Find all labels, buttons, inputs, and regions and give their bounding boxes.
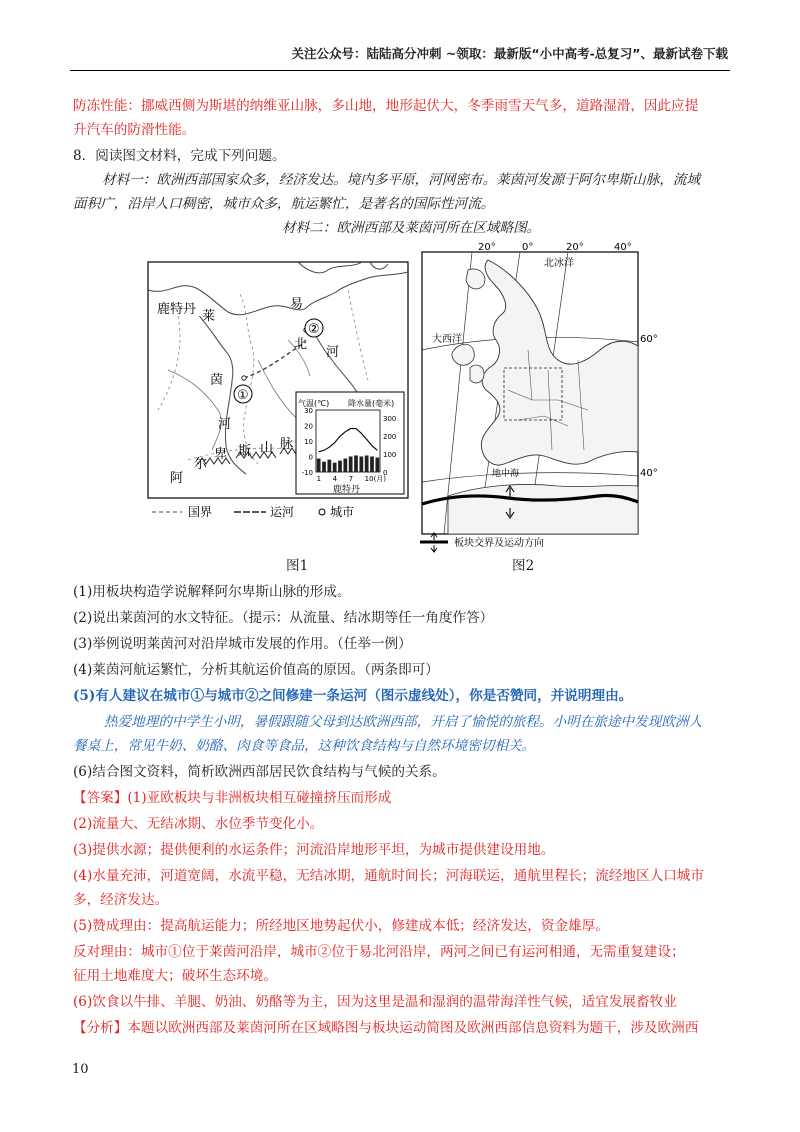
label-lon-20w: 20° — [478, 242, 496, 253]
precip-tick: 200 — [383, 433, 397, 441]
label-med: 地中海 — [492, 469, 520, 479]
analysis-text: 本题以欧洲西部及莱茵河所在区域略图与板块运动简图及欧洲西部信息资料为题干，涉及欧洲西 — [127, 1020, 699, 1036]
temp-tick: 20 — [304, 422, 313, 431]
material-1-cont: 面积广，沿岸人口稠密，城市众多，航运繁忙，是著名的国际性河流。 — [73, 196, 495, 212]
figure-2 — [422, 242, 658, 534]
temp-tick: 10 — [304, 438, 313, 446]
month-tick: 1 — [316, 475, 322, 483]
precip-bar — [354, 455, 358, 472]
label-a: 阿 — [170, 471, 184, 486]
material-1: 材料一：欧洲西部国家众多，经济发达。境内多平原，河网密布。莱茵河发源于阿尔卑斯山脉，流域 — [102, 172, 701, 188]
question-3: (3)举例说明莱茵河对沿岸城市发展的作用。（任举一例） — [73, 636, 412, 652]
answer-tag: 【答案】 — [73, 790, 128, 806]
label-arctic: 北冰洋 — [544, 258, 574, 269]
climate-city: 鹿特丹 — [333, 485, 361, 495]
temp-tick: 0 — [308, 453, 313, 462]
answer-4-cont: 多，经济发达。 — [73, 892, 169, 908]
label-rotterdam: 鹿特丹 — [157, 302, 197, 317]
precip-bar — [365, 455, 369, 472]
label-city-1: ① — [237, 388, 249, 403]
climate-chart — [296, 392, 404, 495]
answer-2: (2)流量大、无结冰期、水位季节变化小。 — [73, 816, 324, 832]
month-tick: 7 — [348, 475, 354, 483]
question-1: (1)用板块构造学说解释阿尔卑斯山脉的形成。 — [73, 584, 351, 600]
label-yin: 茵 — [210, 373, 224, 388]
precip-bar — [343, 459, 347, 472]
city-marker-1 — [242, 376, 246, 380]
precip-bar — [327, 460, 331, 472]
precip-tick: 100 — [383, 451, 397, 459]
page-header: 关注公众号：陆陆高分冲刺 ~领取：最新版“小中高考-总复习”、最新试卷下载 — [291, 46, 728, 61]
question-5: (5)有人建议在城市①与城市②之间修建一条运河（图示虚线处），你是否赞同，并说明理由。 — [73, 688, 633, 704]
answer-6: (6)饮食以牛排、羊腿、奶油、奶酪等为主，因为这里是温和湿润的温带海洋性气候，适宜发展畜牧业 — [73, 994, 677, 1010]
label-he2: 河 — [326, 345, 340, 360]
label-lon-40e: 40° — [614, 242, 632, 253]
answer-3: (3)提供水源；提供便利的水运条件；河流沿岸地形平坦，为城市提供建设用地。 — [73, 842, 555, 858]
label-lat-60: 60° — [640, 334, 658, 345]
answer-5-cont: 征用土地难度大；破坏生态环境。 — [73, 968, 277, 984]
temp-axis-label: 气温(℃) — [298, 399, 330, 408]
figure-1-legend — [152, 505, 354, 519]
label-lai: 莱 — [202, 309, 216, 324]
label-lon-20e: 20° — [566, 242, 584, 253]
figure-2-caption: 图2 — [512, 558, 535, 574]
label-lon-0: 0° — [522, 242, 534, 253]
precip-axis-label: 降水量(毫米) — [348, 399, 395, 408]
question-2: (2)说出莱茵河的水文特征。（提示：从流量、结冰期等任一角度作答） — [73, 610, 494, 626]
label-bei2: 卑 — [214, 447, 228, 462]
text-line: 防冻性能：挪威西侧为斯堪的纳维亚山脉，多山地，地形起伏大，冬季雨雪天气多，道路湿滑，因此应提 — [73, 98, 699, 114]
material-2: 材料二：欧洲西部及莱茵河所在区域略图。 — [282, 220, 541, 236]
precip-bar — [333, 463, 337, 472]
precip-bar — [349, 457, 353, 473]
label-shan: 山 — [260, 441, 274, 456]
figure-2-legend — [420, 533, 544, 552]
figure-1 — [148, 262, 408, 498]
question-8: 8．阅读图文材料，完成下列问题。 — [73, 148, 286, 164]
precip-bar — [370, 457, 374, 473]
label-lat-40: 40° — [640, 468, 658, 479]
month-tick: 10(月) — [364, 475, 387, 483]
label-bei: 北 — [294, 337, 308, 352]
answer-5: (5)赞成理由：提高航运能力；所经地区地势起伏小，修建成本低；经济发达，资金雄厚。 — [73, 918, 609, 934]
temp-tick: -10 — [301, 469, 313, 477]
page-number: 10 — [72, 1062, 89, 1077]
label-atlantic: 大西洋 — [432, 334, 462, 345]
legend-border: 国界 — [188, 505, 213, 519]
question-6: (6)结合图文资料，简析欧洲西部居民饮食结构与气候的关系。 — [73, 764, 446, 780]
story-line-1: 热爱地理的中学生小明，暑假跟随父母到达欧洲西部，开启了愉悦的旅程。小明在旅途中发现欧洲人 — [104, 714, 703, 730]
label-he: 河 — [218, 417, 232, 432]
precip-bar — [338, 461, 342, 472]
label-city-2: ② — [308, 322, 320, 337]
label-mai: 脉 — [280, 437, 294, 452]
legend-canal: 运河 — [270, 505, 295, 519]
figures-svg — [148, 242, 668, 555]
header-rule — [70, 70, 730, 71]
precip-bar — [322, 462, 326, 472]
question-4: (4)莱茵河航运繁忙，分析其航运价值高的原因。（两条即可） — [73, 662, 439, 678]
label-yi: 易 — [290, 297, 304, 312]
answer-5-oppose: 反对理由：城市①位于莱茵河沿岸，城市②位于易北河沿岸，两河之间已有运河相通，无需重复建设； — [73, 944, 685, 960]
label-er: 尔 — [194, 457, 208, 472]
legend-city: 城市 — [330, 505, 355, 519]
figure-1-caption: 图1 — [286, 558, 309, 574]
precip-bar — [375, 458, 379, 472]
month-tick: 4 — [332, 475, 338, 483]
precip-bar — [317, 459, 321, 472]
story-line-2: 餐桌上，常见牛奶、奶酪、肉食等食品，这种饮食结构与自然环境密切相关。 — [73, 738, 536, 754]
legend-plate-boundary: 板块交界及运动方向 — [454, 538, 544, 549]
answer-1 — [73, 788, 733, 808]
analysis — [73, 1018, 733, 1038]
label-si: 斯 — [238, 444, 252, 459]
precip-tick: 300 — [383, 415, 397, 423]
answer-1-text: (1)亚欧板块与非洲板块相互碰撞挤压而形成 — [127, 790, 392, 806]
temp-tick: 30 — [304, 407, 313, 415]
figure-area — [148, 242, 668, 559]
precip-tick: 0 — [383, 469, 388, 477]
text-line: 升汽车的防滑性能。 — [73, 122, 196, 138]
answer-4: (4)水量充沛，河道宽阔，水流平稳，无结冰期，通航时间长；河海联运，通航里程长；流经地区人口城市 — [73, 868, 704, 884]
analysis-tag: 【分析】 — [73, 1020, 128, 1036]
precip-bar — [359, 457, 363, 473]
